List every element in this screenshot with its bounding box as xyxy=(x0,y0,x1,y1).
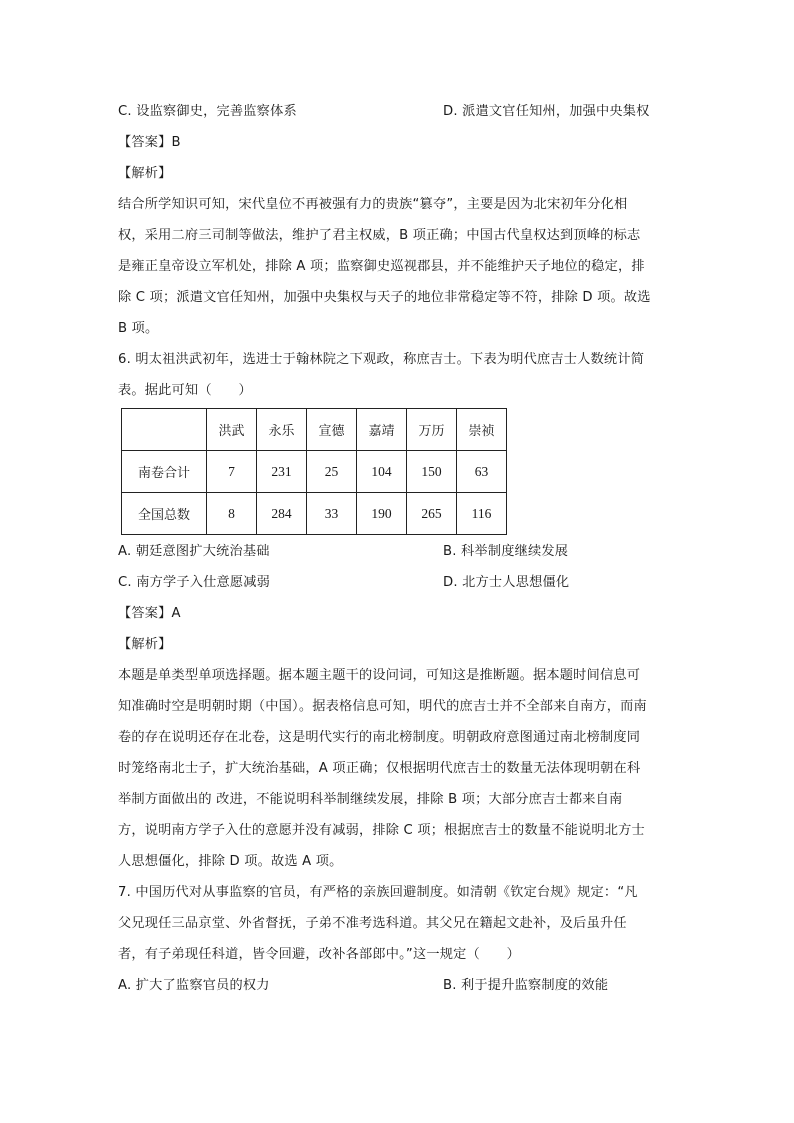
q7-option-b: B. 利于提升监察制度的效能 xyxy=(443,978,609,993)
table-cell: 116 xyxy=(457,493,507,535)
q5-analysis-line: 结合所学知识可知，宋代皇位不再被强有力的贵族“篡夺”，主要是因为北宋初年分化相 xyxy=(118,197,628,212)
q5-option-d: D. 派遣文官任知州，加强中央集权 xyxy=(443,104,650,119)
table-row-label: 全国总数 xyxy=(122,493,207,535)
q7-stem-line: 父兄现任三品京堂、外省督抚，子弟不准考选科道。其父兄在籍起文赴补，及后虽升任 xyxy=(118,916,627,931)
q6-analysis-line: 本题是单类型单项选择题。据本题主题干的设问词，可知这是推断题。据本题时间信息可 xyxy=(118,668,641,683)
q6-analysis-line: 知准确时空是明朝时期（中国）。据表格信息可知，明代的庶吉士并不全部来自南方，而南 xyxy=(118,699,647,714)
table-header-cell: 永乐 xyxy=(257,409,307,451)
q6-option-b: B. 科举制度继续发展 xyxy=(443,544,569,559)
q5-answer: 【答案】B xyxy=(118,135,181,150)
q6-analysis-line: 卷的存在说明还存在北卷，这是明代实行的南北榜制度。明朝政府意图通过南北榜制度同 xyxy=(118,730,641,745)
table-row xyxy=(122,493,507,535)
q5-analysis-label: 【解析】 xyxy=(118,166,172,181)
q6-option-d: D. 北方士人思想僵化 xyxy=(443,575,570,590)
q7-stem-line: 者，有子弟现任科道，皆令回避，改补各部郎中。”这一规定（ ） xyxy=(118,947,521,962)
table-row-label: 南卷合计 xyxy=(122,451,207,493)
table-cell: 63 xyxy=(457,451,507,493)
q6-analysis-line: 方，说明南方学子入仕的意愿并没有减弱，排除 C 项；根据庶吉士的数量不能说明北方士 xyxy=(118,823,645,838)
q5-analysis-line: 权，采用二府三司制等做法，维护了君主权威，B 项正确；中国古代皇权达到顶峰的标志 xyxy=(118,228,641,243)
table-row xyxy=(122,451,507,493)
q6-analysis-line: 举制方面做出的 改进，不能说明科举制继续发展，排除 B 项；大部分庶吉士都来自南 xyxy=(118,792,623,807)
q6-answer: 【答案】A xyxy=(118,606,181,621)
table-cell: 7 xyxy=(207,451,257,493)
q7-option-a: A. 扩大了监察官员的权力 xyxy=(118,978,270,993)
q5-analysis-line: B 项。 xyxy=(118,321,159,336)
q6-analysis-line: 时笼络南北士子，扩大统治基础，A 项正确；仅根据明代庶吉士的数量无法体现明朝在科 xyxy=(118,761,641,776)
table-cell: 190 xyxy=(357,493,407,535)
q5-analysis-line: 除 C 项；派遣文官任知州，加强中央集权与天子的地位非常稳定等不符，排除 D 项。故选 xyxy=(118,290,651,305)
q6-stem-line: 表。据此可知（ ） xyxy=(118,383,252,398)
table-cell: 231 xyxy=(257,451,307,493)
table-cell: 104 xyxy=(357,451,407,493)
table-cell: 150 xyxy=(407,451,457,493)
table-cell: 284 xyxy=(257,493,307,535)
table-header-cell: 洪武 xyxy=(207,409,257,451)
table-cell: 25 xyxy=(307,451,357,493)
table-header-cell: 宣德 xyxy=(307,409,357,451)
table-cell: 8 xyxy=(207,493,257,535)
table-corner-cell xyxy=(122,409,207,451)
table-header-row xyxy=(122,409,507,451)
table-header-cell: 崇祯 xyxy=(457,409,507,451)
table-cell: 33 xyxy=(307,493,357,535)
q7-stem-line: 7. 中国历代对从事监察的官员，有严格的亲族回避制度。如清朝《钦定台规》规定：“凡 xyxy=(118,885,638,900)
q6-option-a: A. 朝廷意图扩大统治基础 xyxy=(118,544,270,559)
q6-analysis-label: 【解析】 xyxy=(118,637,172,652)
q6-stem-line: 6. 明太祖洪武初年，选进士于翰林院之下观政，称庶吉士。下表为明代庶吉士人数统计简 xyxy=(118,352,645,367)
table-header-cell: 嘉靖 xyxy=(357,409,407,451)
table-header-cell: 万历 xyxy=(407,409,457,451)
q5-option-c: C. 设监察御史，完善监察体系 xyxy=(118,104,297,119)
shujishi-stats-table xyxy=(121,408,507,535)
q6-analysis-line: 人思想僵化，排除 D 项。故选 A 项。 xyxy=(118,854,343,869)
q6-option-c: C. 南方学子入仕意愿减弱 xyxy=(118,575,271,590)
table-cell: 265 xyxy=(407,493,457,535)
q5-analysis-line: 是雍正皇帝设立军机处，排除 A 项；监察御史巡视郡县，并不能维护天子地位的稳定，排 xyxy=(118,259,645,274)
